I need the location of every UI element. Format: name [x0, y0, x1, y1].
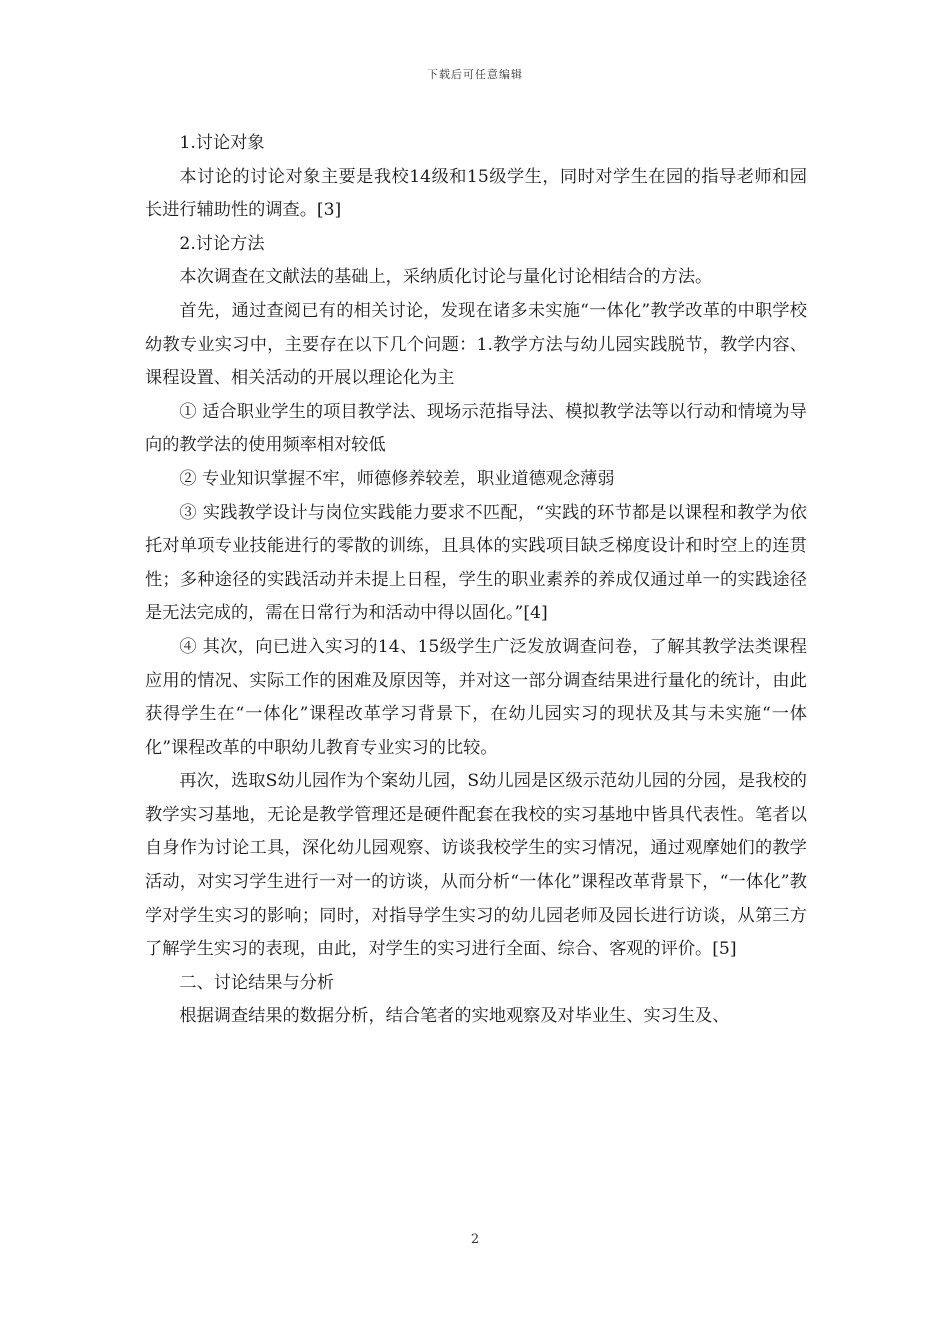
- paragraph-research-object: 本讨论的讨论对象主要是我校14级和15级学生，同时对学生在园的指导老师和园长进行辅助性的调查。[3]: [145, 166, 807, 221]
- page-header-note: 下载后可任意编辑: [427, 68, 523, 81]
- page-number: 2: [470, 1232, 480, 1247]
- section-heading-results: 二、讨论结果与分析: [179, 972, 335, 993]
- section-heading-research-object: 1.讨论对象: [179, 133, 265, 153]
- list-item-problem-4: ④ 其次，向已进入实习的14、15级学生广泛发放调查问卷，了解其教学法类课程应用的情况、实际工作的困难及原因等，并对这一部分调查结果进行量化的统计，由此获得学生在“一体化”课程改革学习背景下，在幼儿园实习的现状及其与未实施“一体化”课程改革的中职幼儿教育专业实习的比较。: [145, 636, 807, 758]
- list-item-problem-2: ② 专业知识掌握不牢，师德修养较差，职业道德观念薄弱: [179, 468, 615, 489]
- paragraph-results-intro: 根据调查结果的数据分析，结合笔者的实地观察及对毕业生、实习生及、: [179, 1006, 730, 1027]
- list-item-problem-3: ③ 实践教学设计与岗位实践能力要求不匹配，“实践的环节都是以课程和教学为依托对单项专业技能进行的零散的训练，且具体的实践项目缺乏梯度设计和时空上的连贯性；多种途径的实践活动并未提上日程，学生的职业素养的养成仅通过单一的实践途径是无法完成的，需在日常行为和活动中得以固化。”[4]: [145, 502, 807, 624]
- list-item-problem-1: ① 适合职业学生的项目教学法、现场示范指导法、模拟教学法等以行动和情境为导向的教学法的使用频率相对较低: [145, 401, 807, 456]
- document-body: [145, 127, 807, 1034]
- paragraph-case-study: 再次，选取S幼儿园作为个案幼儿园，S幼儿园是区级示范幼儿园的分园，是我校的教学实习基地，无论是教学管理还是硬件配套在我校的实习基地中皆具代表性。笔者以自身作为讨论工具，深化幼儿园观察、访谈我校学生的实习情况，通过观摩她们的教学活动，对实习学生进行一对一的访谈，从而分析“一体化”课程改革背景下，“一体化”教学对学生实习的影响；同时，对指导学生实习的幼儿园老师及园长进行访谈，从第三方了解学生实习的表现，由此，对学生的实习进行全面、综合、客观的评价。[5]: [145, 771, 807, 960]
- section-heading-research-method: 2.讨论方法: [179, 233, 265, 254]
- paragraph-method-intro: 本次调查在文献法的基础上，采纳质化讨论与量化讨论相结合的方法。: [179, 267, 713, 288]
- paragraph-first-step: 首先，通过查阅已有的相关讨论，发现在诸多未实施“一体化”教学改革的中职学校幼教专业实习中，主要存在以下几个问题：1.教学方法与幼儿园实践脱节，教学内容、课程设置、相关活动的开展以理论化为主: [145, 300, 807, 389]
